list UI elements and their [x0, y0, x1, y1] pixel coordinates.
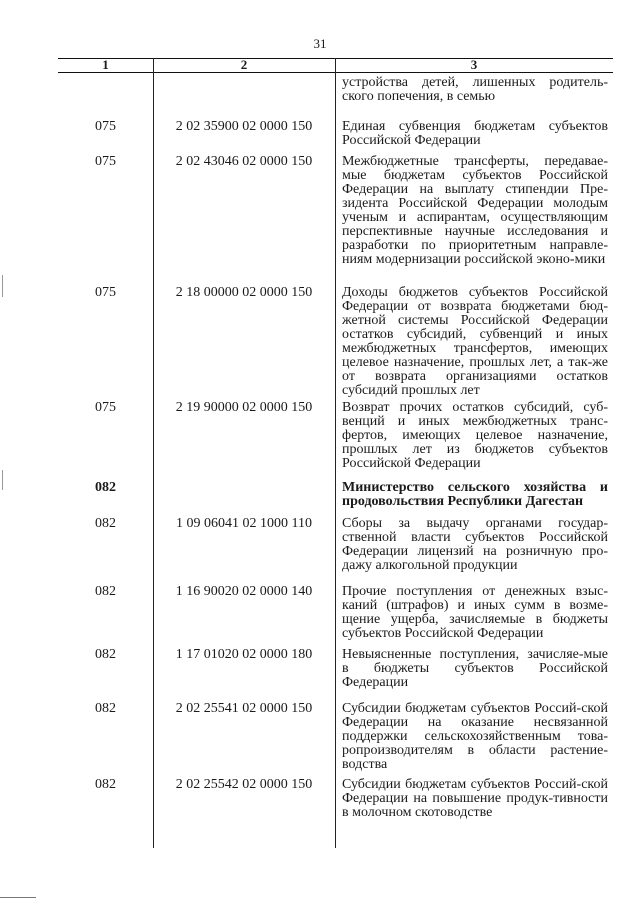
row-budget-code: 2 19 90000 02 0000 150	[175, 400, 313, 415]
row-admin-code: 075	[95, 119, 116, 134]
column-header-3: 3	[470, 57, 478, 72]
row-admin-code: 082	[95, 777, 116, 792]
row-admin-code: 082	[95, 480, 116, 495]
row-description: Доходы бюджетов субъектов Российской Федерации от возврата бюджетами бюд-жетной системы Российской Федерации остатков субсидий, субвенций и иных межбюджетных трансфертов, имеющих целевое назначение, прошлых лет, а так-же от возврата организациями остатков субсидий прошлых лет	[342, 285, 608, 398]
row-description: Субсидии бюджетам субъектов Россий-ской Федерации на оказание несвязанной поддержки сельскохозяйственным това-ропроизводителям в области растение-водства	[342, 701, 608, 772]
row-budget-code: 1 09 06041 02 1000 110	[176, 516, 312, 531]
row-description: Сборы за выдачу органами государ-ственной власти субъектов Российской Федерации лицензий на розничную про-дажу алкогольной продукции	[342, 516, 608, 573]
row-budget-code: 2 02 35900 02 0000 150	[175, 119, 313, 134]
row-admin-code: 075	[95, 285, 116, 300]
row-budget-code: 2 02 25542 02 0000 150	[175, 777, 313, 792]
margin-mark	[2, 470, 3, 490]
row-admin-code: 082	[95, 584, 116, 599]
row-description: Невыясненные поступления, зачисляе-мые в бюджеты субъектов Российской Федерации	[342, 647, 608, 690]
budget-table	[58, 58, 613, 848]
row-description: Межбюджетные трансферты, передавае-мые бюджетам субъектов Российской Федерации на выплату стипендии Пре-зидента Российской Федерации молодым ученым и аспирантам, осуществляющим перспективные научные исследования и разработки по приоритетным направле-ниям модернизации российской эконо-мики	[342, 154, 608, 267]
row-admin-code: 082	[95, 516, 116, 531]
column-header-1: 1	[102, 57, 109, 72]
row-budget-code: 2 18 00000 02 0000 150	[175, 285, 313, 300]
row-admin-code: 082	[95, 701, 116, 716]
row-budget-code: 2 02 25541 02 0000 150	[175, 701, 313, 716]
row-description: Единая субвенция бюджетам субъектов Российской Федерации	[342, 119, 608, 148]
row-description: Прочие поступления от денежных взыс-каний (штрафов) и иных сумм в возме-щение ущерба, зачисляемые в бюджеты субъектов Российской Федерации	[342, 584, 608, 641]
row-admin-code: 075	[95, 400, 116, 415]
row-budget-code: 1 17 01020 02 0000 180	[175, 647, 313, 662]
row-description: Возврат прочих остатков субсидий, суб-венций и иных межбюджетных транс-фертов, имеющих целевое назначение, прошлых лет из бюджетов субъектов Российской Федерации	[342, 400, 608, 471]
row-admin-code: 075	[95, 154, 116, 169]
continued-description: устройства детей, лишенных родитель-ского попечения, в семью	[342, 75, 608, 104]
column-header-2: 2	[240, 57, 248, 72]
column-divider-1	[153, 58, 154, 848]
column-divider-2	[335, 58, 336, 848]
row-budget-code: 1 16 90020 02 0000 140	[175, 584, 313, 599]
row-admin-code: 082	[95, 647, 116, 662]
margin-mark	[2, 275, 3, 297]
row-budget-code: 2 02 43046 02 0000 150	[175, 154, 313, 169]
row-description: Субсидии бюджетам субъектов Россий-ской Федерации на повышение продук-тивности в молочном скотоводстве	[342, 777, 608, 820]
page-number: 31	[313, 36, 327, 51]
page-edge-dash	[0, 897, 36, 898]
row-description: Министерство сельского хозяйства и продовольствия Республики Дагестан	[342, 480, 608, 509]
